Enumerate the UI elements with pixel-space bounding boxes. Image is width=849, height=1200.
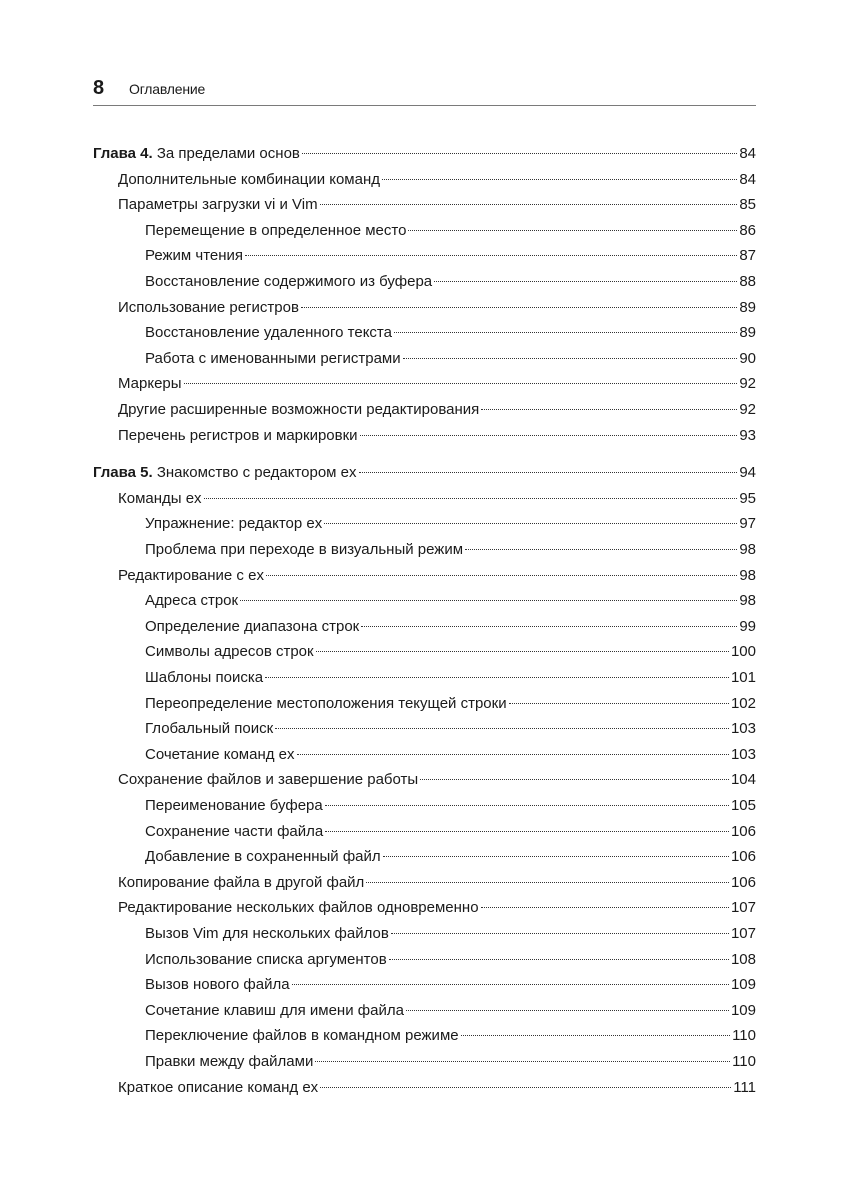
toc-entry <box>93 1076 756 1100</box>
toc-entry-title <box>145 845 381 869</box>
toc-entry-title <box>118 398 479 422</box>
toc-entry-text: Использование списка аргументов <box>145 950 387 968</box>
dot-leader <box>302 153 737 154</box>
dot-leader <box>184 383 738 384</box>
dot-leader <box>408 230 737 231</box>
toc-entry-title <box>145 717 273 741</box>
toc-page-number: 110 <box>732 1053 756 1070</box>
toc-entry <box>93 424 756 448</box>
toc-entry-text: Адреса строк <box>145 592 239 610</box>
toc-page-number: 92 <box>739 375 756 393</box>
toc-entry <box>93 1050 756 1074</box>
toc-entry-text: Переключение файлов в командном режиме <box>145 1027 459 1045</box>
dot-leader <box>360 435 738 436</box>
dot-leader <box>315 1061 730 1062</box>
toc-entry-title <box>145 794 323 818</box>
dot-leader <box>325 805 729 806</box>
dot-leader <box>266 575 737 576</box>
dot-leader <box>316 651 729 652</box>
dot-leader <box>382 179 737 180</box>
toc-entry <box>93 896 756 920</box>
toc-entry-text: Редактирование с ex <box>118 566 264 584</box>
toc-entry-title <box>145 321 392 345</box>
toc-entry <box>93 193 756 217</box>
dot-leader <box>292 984 729 985</box>
toc-entry-title <box>145 820 323 844</box>
toc-entry-text: Добавление в сохраненный файл <box>145 848 381 866</box>
toc-entry <box>93 871 756 895</box>
toc-entry <box>93 743 756 767</box>
toc-entry-title <box>145 512 322 536</box>
dot-leader <box>389 959 729 960</box>
toc-page-number: 105 <box>730 797 756 814</box>
toc-entry <box>93 717 756 741</box>
dot-leader <box>320 1087 731 1088</box>
toc-entry <box>93 999 756 1023</box>
toc-entry-text: Режим чтения <box>145 247 244 265</box>
toc-page-number: 101 <box>730 669 756 686</box>
dot-leader <box>301 307 737 308</box>
toc-page-number: 84 <box>739 145 756 162</box>
toc-entry <box>93 615 756 639</box>
toc-entry <box>93 973 756 997</box>
toc-entry <box>93 347 756 371</box>
toc-entry-text: Другие расширенные возможности редактирования <box>118 401 480 418</box>
toc-page-number: 86 <box>739 221 756 239</box>
dot-leader <box>406 1010 729 1011</box>
dot-leader <box>509 703 729 704</box>
toc-page-number: 109 <box>730 976 756 994</box>
toc-page-number: 103 <box>730 745 756 763</box>
toc-entry-title <box>145 589 238 613</box>
toc-entry-title <box>145 973 290 997</box>
toc-entry-text: За пределами основ <box>152 145 300 162</box>
toc-entry <box>93 487 756 511</box>
toc-entry <box>93 564 756 588</box>
toc-entry-title <box>145 244 243 268</box>
toc-entry <box>93 692 756 716</box>
toc-entry-title <box>118 871 364 895</box>
toc-page-number: 109 <box>730 1001 756 1019</box>
toc-entry-text: Сочетание команд ex <box>145 745 295 763</box>
toc-entry-title <box>145 347 401 371</box>
toc-entry-title <box>145 666 263 690</box>
toc-page-number: 84 <box>739 170 756 188</box>
toc-page-number: 106 <box>730 848 756 866</box>
toc-entry <box>93 219 756 243</box>
dot-leader <box>481 409 737 410</box>
toc-page-number: 98 <box>739 592 756 610</box>
toc-entry-text: Определение диапазона строк <box>145 617 360 635</box>
toc-entry-title <box>118 896 479 920</box>
toc-entry-text: Восстановление содержимого из буфера <box>145 273 433 290</box>
dot-leader <box>383 856 729 857</box>
toc-entry-title <box>145 999 404 1023</box>
dot-leader <box>245 255 737 256</box>
toc-entry-text: Шаблоны поиска <box>145 669 264 686</box>
toc-entry-title <box>118 487 202 511</box>
toc-entry-text: Глобальный поиск <box>145 720 274 738</box>
dot-leader <box>320 204 738 205</box>
toc-entry-title <box>145 922 389 946</box>
toc-entry-title <box>145 615 359 639</box>
toc-entry-title <box>145 743 295 767</box>
toc-page-number: 100 <box>730 643 756 661</box>
toc-entry-text: Переопределение местоположения текущей строки <box>145 694 507 712</box>
toc-entry-text: Параметры загрузки vi и Vim <box>118 196 318 214</box>
toc-entry-text: Вызов нового файла <box>145 976 290 994</box>
toc-entry-title <box>118 768 418 792</box>
toc-entry-text: Проблема при переходе в визуальный режим <box>145 541 464 558</box>
toc-entry-text: Перечень регистров и маркировки <box>118 426 358 444</box>
toc-entry-title <box>118 372 182 396</box>
toc-entry <box>93 398 756 422</box>
header-rule <box>93 105 756 106</box>
toc-page-number: 89 <box>739 324 756 342</box>
dot-leader <box>265 677 729 678</box>
toc-entry-title <box>118 168 380 192</box>
toc-entry-text: Использование регистров <box>118 298 299 316</box>
toc-entry-text: Сохранение файлов и завершение работы <box>118 771 419 789</box>
toc-entry-title <box>118 193 318 217</box>
toc-entry-title <box>118 1076 318 1100</box>
dot-leader <box>359 472 738 473</box>
toc-page-number: 87 <box>739 247 756 265</box>
page-header <box>93 76 756 102</box>
toc-entry-title <box>145 1024 459 1048</box>
toc-chapter-label: Глава 5. <box>93 464 153 482</box>
toc-page-number: 90 <box>739 349 756 367</box>
toc-entry <box>93 1024 756 1048</box>
toc-entry-text: Сочетание клавиш для имени файла <box>145 1001 404 1019</box>
dot-leader <box>366 882 729 883</box>
dot-leader <box>324 523 737 524</box>
toc-page-number: 107 <box>730 899 756 917</box>
toc-entry-title <box>145 692 507 716</box>
toc-entry-title <box>145 1050 313 1074</box>
dot-leader <box>465 549 737 550</box>
toc-page-number: 99 <box>739 617 756 635</box>
toc-entry-text: Работа с именованными регистрами <box>145 349 401 367</box>
toc-page-number: 106 <box>730 822 756 840</box>
toc-entry <box>93 948 756 972</box>
toc-entry-title <box>118 564 264 588</box>
toc-entry-text: Копирование файла в другой файл <box>118 873 365 891</box>
toc-entry <box>93 794 756 818</box>
toc-page-number: 95 <box>739 489 756 507</box>
toc-page-number: 110 <box>732 1027 756 1045</box>
toc-entry-title <box>118 296 299 320</box>
toc-page-number: 94 <box>739 464 756 482</box>
toc-entry-text: Редактирование нескольких файлов одновременно <box>118 899 479 917</box>
toc-entry-text: Правки между файлами <box>145 1053 314 1070</box>
toc-entry-text: Вызов Vim для нескольких файлов <box>145 925 389 942</box>
toc-page-number: 88 <box>739 273 756 290</box>
toc-entry-text: Восстановление удаленного текста <box>145 324 392 342</box>
toc-entry <box>93 168 756 192</box>
toc-entry-title <box>145 538 463 562</box>
toc-entry-text: Сохранение части файла <box>145 822 324 840</box>
toc-chapter-entry <box>93 461 756 485</box>
toc-page-number: 102 <box>730 694 756 712</box>
dot-leader <box>240 600 737 601</box>
dot-leader <box>391 933 729 934</box>
toc-entry <box>93 640 756 664</box>
toc-entry <box>93 768 756 792</box>
toc-entry-title <box>93 461 357 485</box>
toc-chapter-entry <box>93 142 756 166</box>
toc-entry-text: Упражнение: редактор ex <box>145 515 323 533</box>
toc-entry-title <box>145 948 387 972</box>
toc-page-number: 98 <box>739 541 756 558</box>
toc-entry-text: Переименование буфера <box>145 797 323 814</box>
toc-entry-title <box>93 142 300 166</box>
dot-leader <box>481 907 729 908</box>
toc-entry <box>93 666 756 690</box>
toc-page-number: 104 <box>730 771 756 789</box>
dot-leader <box>297 754 729 755</box>
dot-leader <box>420 779 729 780</box>
toc-page-number: 89 <box>739 298 756 316</box>
toc-entry <box>93 270 756 294</box>
toc-entry-text: Команды ex <box>118 489 202 507</box>
dot-leader <box>394 332 737 333</box>
toc-entry <box>93 845 756 869</box>
toc-page-number: 107 <box>730 925 756 942</box>
toc-entry <box>93 244 756 268</box>
toc-entry <box>93 321 756 345</box>
toc-entry-text: Знакомство с редактором ex <box>152 464 357 482</box>
toc-entry-text: Перемещение в определенное место <box>145 221 407 239</box>
toc-chapter-label: Глава 4. <box>93 145 153 162</box>
toc-entry-text: Символы адресов строк <box>145 643 314 661</box>
toc-page-number: 92 <box>739 401 756 418</box>
toc-entry <box>93 922 756 946</box>
toc-page-number: 111 <box>733 1078 756 1096</box>
toc-entry <box>93 296 756 320</box>
running-title: Оглавление <box>129 81 206 97</box>
toc-entry-title <box>118 424 358 448</box>
toc-entry-text: Маркеры <box>118 375 182 393</box>
dot-leader <box>275 728 729 729</box>
toc-page-number: 85 <box>739 196 756 214</box>
toc-page-number: 103 <box>730 720 756 738</box>
dot-leader <box>434 281 737 282</box>
page-number: 8 <box>93 77 105 99</box>
toc-entry <box>93 538 756 562</box>
dot-leader <box>403 358 738 359</box>
toc-entry <box>93 589 756 613</box>
toc-entry-text: Краткое описание команд ex <box>118 1078 319 1096</box>
toc-page-number: 93 <box>739 426 756 444</box>
dot-leader <box>461 1035 730 1036</box>
toc-page-number: 108 <box>730 950 756 968</box>
toc-entry <box>93 512 756 536</box>
dot-leader <box>204 498 738 499</box>
dot-leader <box>325 831 729 832</box>
dot-leader <box>361 626 737 627</box>
toc-page-number: 97 <box>739 515 756 533</box>
toc-page-number: 106 <box>730 873 756 891</box>
toc-entry <box>93 372 756 396</box>
toc-entry-text: Дополнительные комбинации команд <box>118 170 381 188</box>
toc-entry <box>93 820 756 844</box>
toc-page-number: 98 <box>739 566 756 584</box>
toc-entry-title <box>145 640 314 664</box>
toc-entry-title <box>145 270 432 294</box>
toc-entry-title <box>145 219 406 243</box>
